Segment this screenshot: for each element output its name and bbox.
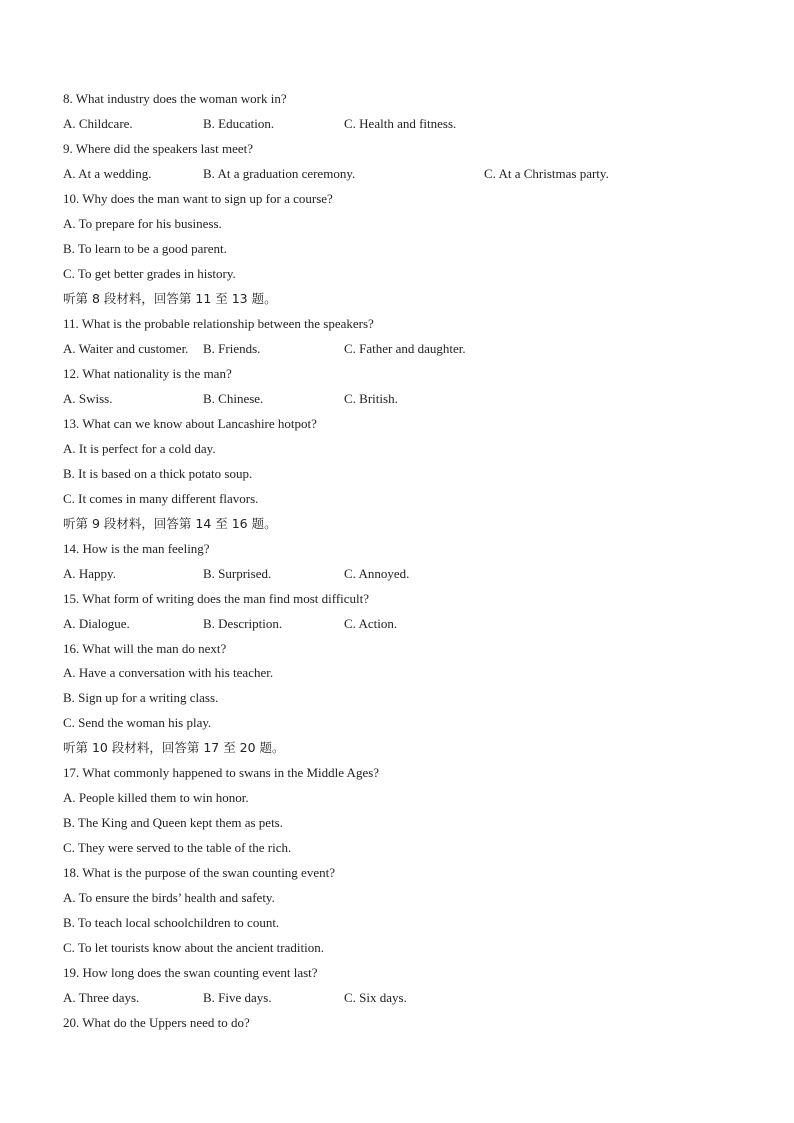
option-b: B. To teach local schoolchildren to count. <box>63 915 280 930</box>
section-text: 听第 9 段材料，回答第 14 至 16 题。 <box>63 516 277 531</box>
option-c: C. Annoyed. <box>344 566 410 581</box>
question-text: 11. What is the probable relationship between the speakers? <box>63 316 374 331</box>
question-text: 9. Where did the speakers last meet? <box>63 141 253 156</box>
option-a: A. Childcare. <box>63 116 133 131</box>
question-text: 18. What is the purpose of the swan counting event? <box>63 865 335 880</box>
option-b: B. Surprised. <box>203 566 272 581</box>
question-text: 13. What can we know about Lancashire hotpot? <box>63 416 317 431</box>
option-c: C. Father and daughter. <box>344 341 466 356</box>
question-text: 16. What will the man do next? <box>63 641 227 656</box>
option-a: A. At a wedding. <box>63 166 152 181</box>
option-a: A. To ensure the birds’ health and safety. <box>63 890 275 905</box>
question-text: 15. What form of writing does the man find most difficult? <box>63 591 370 606</box>
option-a: A. Swiss. <box>63 391 113 406</box>
option-c: C. It comes in many different flavors. <box>63 491 259 506</box>
option-a: A. To prepare for his business. <box>63 216 222 231</box>
question-text: 10. Why does the man want to sign up for a course? <box>63 191 333 206</box>
option-a: A. It is perfect for a cold day. <box>63 441 216 456</box>
question-text: 12. What nationality is the man? <box>63 366 232 381</box>
option-b: B. At a graduation ceremony. <box>203 166 356 181</box>
option-b: B. Chinese. <box>203 391 264 406</box>
option-b: B. It is based on a thick potato soup. <box>63 466 253 481</box>
option-c: C. Action. <box>344 616 398 631</box>
option-c: C. British. <box>344 391 398 406</box>
option-a: A. Waiter and customer. <box>63 341 189 356</box>
question-text: 19. How long does the swan counting event last? <box>63 965 318 980</box>
option-b: B. Education. <box>203 116 275 131</box>
option-c: C. They were served to the table of the rich. <box>63 840 292 855</box>
question-text: 17. What commonly happened to swans in the Middle Ages? <box>63 765 380 780</box>
option-a: A. Happy. <box>63 566 116 581</box>
question-text: 20. What do the Uppers need to do? <box>63 1015 250 1030</box>
question-text: 14. How is the man feeling? <box>63 541 210 556</box>
option-b: B. Friends. <box>203 341 261 356</box>
option-a: A. Dialogue. <box>63 616 130 631</box>
option-b: B. Five days. <box>203 990 272 1005</box>
option-c: C. Send the woman his play. <box>63 715 212 730</box>
option-b: B. To learn to be a good parent. <box>63 241 227 256</box>
option-c: C. To let tourists know about the ancient tradition. <box>63 940 324 955</box>
question-text: 8. What industry does the woman work in? <box>63 91 287 106</box>
option-c: C. Six days. <box>344 990 407 1005</box>
option-a: A. Have a conversation with his teacher. <box>63 665 274 680</box>
option-b: B. The King and Queen kept them as pets. <box>63 815 283 830</box>
option-a: A. People killed them to win honor. <box>63 790 249 805</box>
option-b: B. Description. <box>203 616 283 631</box>
section-text: 听第 8 段材料，回答第 11 至 13 题。 <box>63 291 277 306</box>
section-text: 听第 10 段材料，回答第 17 至 20 题。 <box>63 740 285 755</box>
option-a: A. Three days. <box>63 990 140 1005</box>
option-c: C. To get better grades in history. <box>63 266 236 281</box>
option-c: C. Health and fitness. <box>344 116 457 131</box>
option-b: B. Sign up for a writing class. <box>63 690 219 705</box>
option-c: C. At a Christmas party. <box>484 166 609 181</box>
